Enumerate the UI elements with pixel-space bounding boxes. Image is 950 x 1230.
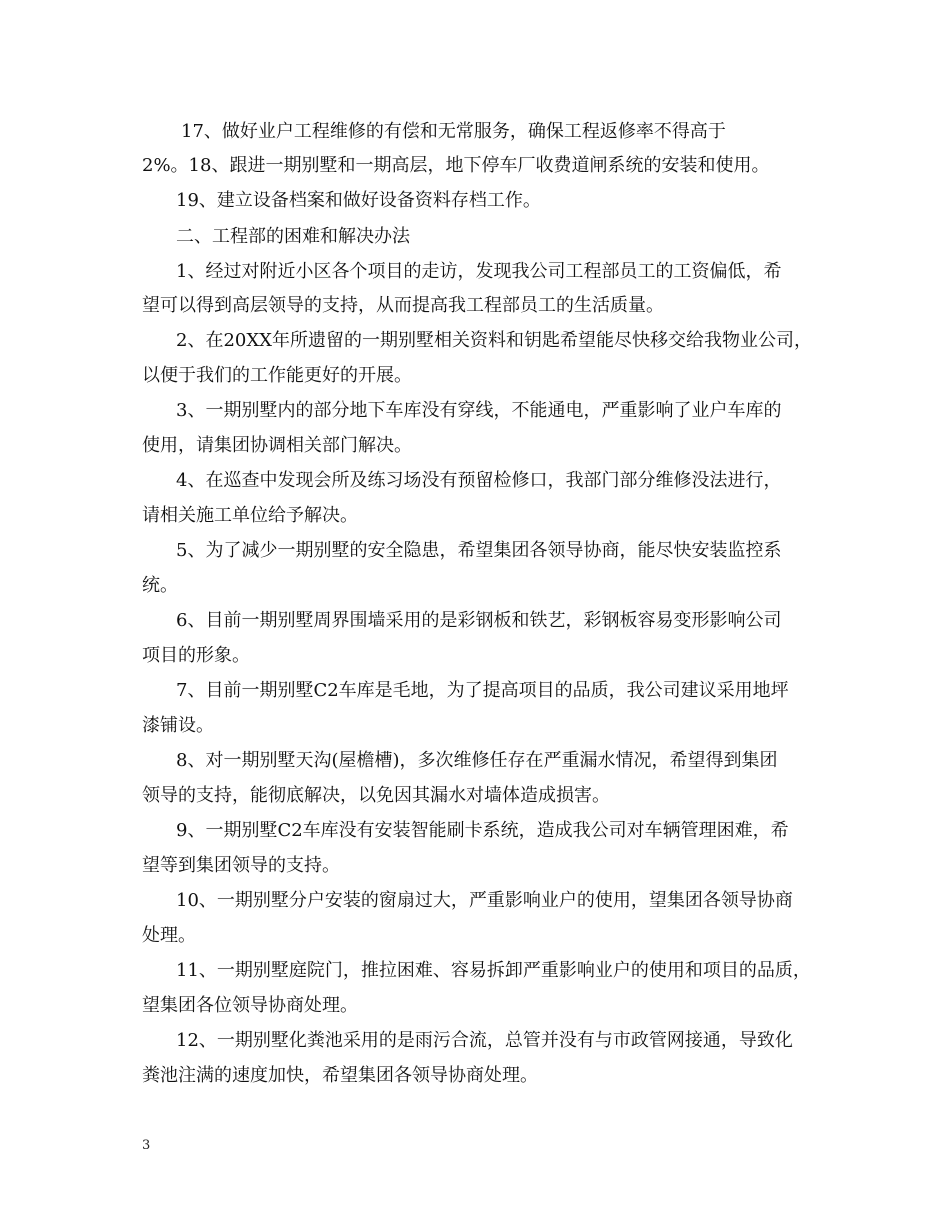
- text-line: 2%。18、跟进一期别墅和一期高层，地下停车厂收费道闸系统的安装和使用。: [142, 155, 770, 176]
- text-line: 19、建立设备档案和做好设备资料存档工作。: [176, 190, 541, 211]
- text-line: 请相关施工单位给予解决。: [142, 505, 358, 526]
- text-line: 望等到集团领导的支持。: [142, 855, 340, 876]
- text-line: 4、在巡查中发现会所及练习场没有预留检修口，我部门部分维修没法进行，: [176, 470, 782, 491]
- text-line: 5、为了减少一期别墅的安全隐患，希望集团各领导协商，能尽快安装监控系: [176, 540, 782, 561]
- text-line: 以便于我们的工作能更好的开展。: [142, 365, 412, 386]
- text-line: 9、一期别墅C2车库没有安装智能刷卡系统，造成我公司对车辆管理困难，希: [176, 820, 789, 841]
- text-line: 项目的形象。: [142, 645, 250, 666]
- text-line: 领导的支持，能彻底解决，以免因其漏水对墙体造成损害。: [142, 785, 610, 806]
- text-line: 11、一期别墅庭院门，推拉困难、容易拆卸严重影响业户的使用和项目的品质，: [176, 960, 811, 981]
- text-line: 12、一期别墅化粪池采用的是雨污合流，总管并没有与市政管网接通，导致化: [176, 1030, 793, 1051]
- text-line: 漆铺设。: [142, 715, 214, 736]
- text-line: 望集团各位领导协商处理。: [142, 995, 358, 1016]
- text-line: 1、经过对附近小区各个项目的走访，发现我公司工程部员工的工资偏低，希: [176, 261, 782, 282]
- page-number: 3: [142, 1138, 151, 1153]
- text-line: 2、在20XX年所遗留的一期别墅相关资料和钥匙希望能尽快移交给我物业公司，: [176, 330, 812, 351]
- text-line: 统。: [142, 575, 178, 596]
- text-line: 处理。: [142, 925, 196, 946]
- text-line: 8、对一期别墅天沟(屋檐槽)，多次维修任存在严重漏水情况，希望得到集团: [176, 750, 778, 771]
- text-line: 7、目前一期别墅C2车库是毛地，为了提高项目的品质，我公司建议采用地坪: [176, 680, 789, 701]
- text-line: 17、做好业户工程维修的有偿和无常服务，确保工程返修率不得高于: [181, 121, 726, 142]
- text-line: 6、目前一期别墅周界围墙采用的是彩钢板和铁艺，彩钢板容易变形影响公司: [176, 610, 782, 631]
- section-heading: 二、工程部的困难和解决办法: [176, 226, 410, 247]
- text-line: 3、一期别墅内的部分地下车库没有穿线，不能通电，严重影响了业户车库的: [176, 400, 782, 421]
- text-line: 使用，请集团协调相关部门解决。: [142, 435, 412, 456]
- text-line: 粪池注满的速度加快，希望集团各领导协商处理。: [142, 1065, 538, 1086]
- text-line: 10、一期别墅分户安装的窗扇过大，严重影响业户的使用，望集团各领导协商: [176, 890, 793, 911]
- text-line: 望可以得到高层领导的支持，从而提高我工程部员工的生活质量。: [142, 295, 664, 316]
